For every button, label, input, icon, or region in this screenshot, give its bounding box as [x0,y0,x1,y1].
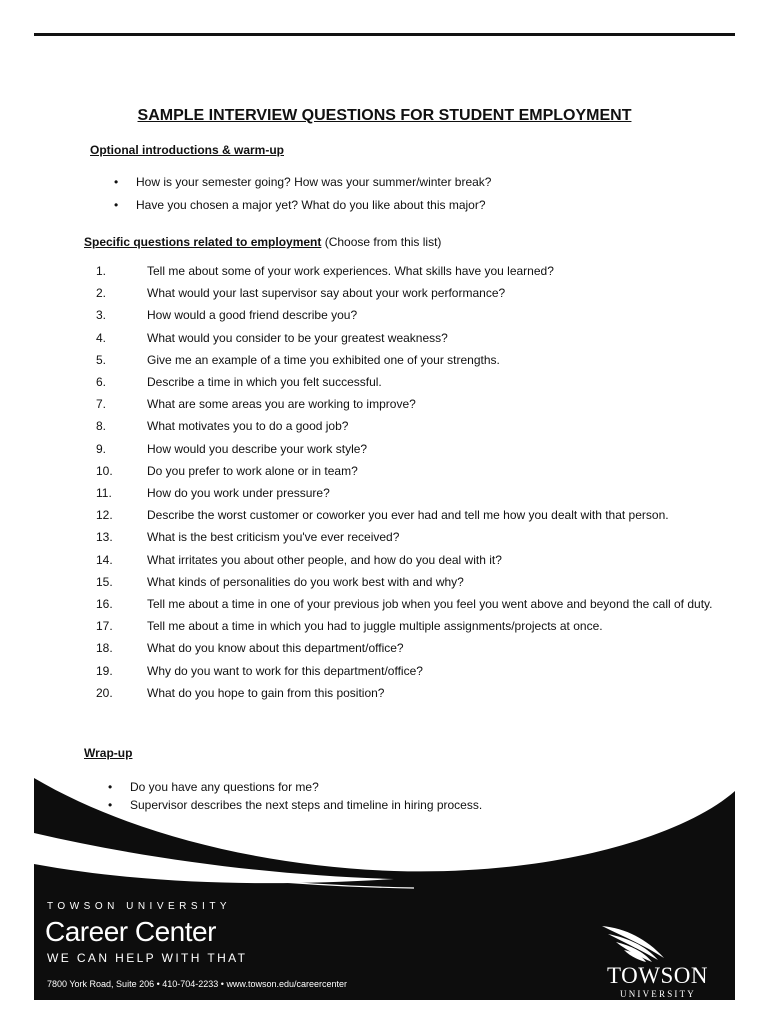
question-number: 20. [96,685,113,700]
question-number: 10. [96,463,113,478]
footer-tagline: WE CAN HELP WITH THAT [47,951,248,965]
section-heading-employment [84,235,441,249]
question-text: What motivates you to do a good job? [147,419,349,434]
question-item [96,526,716,548]
question-item [96,615,716,637]
question-item [96,393,716,415]
footer-university-line: TOWSON UNIVERSITY [47,901,232,912]
question-number: 16. [96,597,113,612]
question-item [96,571,716,593]
question-item [96,660,716,682]
question-item [96,304,716,326]
employment-heading-note: (Choose from this list) [321,235,442,249]
warmup-list [136,175,491,212]
question-text: How would a good friend describe you? [147,308,358,323]
question-text: What kinds of personalities do you work best with and why? [147,574,464,589]
question-text: Describe the worst customer or coworker you ever had and tell me how you dealt with that person. [147,508,669,523]
question-number: 6. [96,375,107,390]
question-item [96,637,716,659]
towson-logo-subtext: UNIVERSITY [620,989,696,999]
question-text: Tell me about a time in one of your previous job when you feel you went above and beyond the call of duty. [147,597,713,612]
question-number: 14. [96,552,113,567]
question-number: 1. [96,264,107,278]
document-title: SAMPLE INTERVIEW QUESTIONS FOR STUDENT EMPLOYMENT [137,107,632,124]
list-item: • How is your semester going? How was your summer/winter break? [136,175,491,198]
question-text: How do you work under pressure? [147,486,330,501]
towson-tiger-stripe-icon [594,924,676,964]
question-number: 8. [96,419,107,434]
question-number: 5. [96,352,107,367]
question-number: 2. [96,286,107,301]
question-number: 19. [96,663,113,678]
question-text: Tell me about some of your work experiences. What skills have you learned? [147,264,554,278]
footer-contact: 7800 York Road, Suite 206 • 410-704-2233 • www.towson.edu/careercenter [47,979,347,989]
question-number: 12. [96,508,113,523]
list-item: • Have you chosen a major yet? What do you like about this major? [136,198,491,212]
question-text: What would you consider to be your greatest weakness? [147,330,448,345]
question-text: Why do you want to work for this department/office? [147,663,423,678]
question-number: 11. [96,486,112,501]
question-number: 18. [96,641,113,656]
towson-logo-wordmark: TOWSON [607,963,708,988]
question-item [96,327,716,349]
question-text: What is the best criticism you've ever received? [147,530,400,545]
wrapup-heading-text: Wrap-up [84,746,133,760]
question-item [96,438,716,460]
wrapup-list [130,780,482,812]
footer-center-name: Career Center [45,916,216,947]
question-text: Give me an example of a time you exhibited one of your strengths. [147,352,500,367]
question-item [96,282,716,304]
question-item [96,460,716,482]
question-text: Do you prefer to work alone or in team? [147,463,358,478]
warmup-heading-text: Optional introductions & warm-up [90,143,284,157]
question-text: What do you hope to gain from this position? [147,685,385,700]
question-text: What would your last supervisor say about your work performance? [147,286,506,301]
employment-heading-text: Specific questions related to employment [84,235,322,249]
question-number: 4. [96,330,107,345]
question-number: 17. [96,619,113,634]
question-text: What do you know about this department/office? [147,641,404,656]
list-item: • Do you have any questions for me? [130,780,482,798]
question-item [96,504,716,526]
question-text: Describe a time in which you felt successful. [147,375,382,390]
list-item: • Supervisor describes the next steps and timeline in hiring process. [130,798,482,812]
question-number: 13. [96,530,113,545]
section-heading-warmup [90,143,284,157]
footer-banner [34,736,735,1000]
question-text: How would you describe your work style? [147,441,368,456]
question-item [96,349,716,371]
question-item [96,682,716,704]
question-number: 9. [96,441,107,456]
question-item [96,482,716,504]
document-page [34,33,735,1000]
question-item [96,549,716,571]
question-number: 3. [96,308,107,323]
question-text: Tell me about a time in which you had to juggle multiple assignments/projects at once. [147,619,603,634]
question-item [96,593,716,615]
question-text: What irritates you about other people, and how do you deal with it? [147,552,502,567]
question-list [96,260,716,704]
question-text: What are some areas you are working to improve? [147,397,416,412]
question-item [96,371,716,393]
question-item [96,415,716,437]
question-number: 7. [96,397,107,412]
question-item [96,260,716,282]
question-number: 15. [96,574,113,589]
